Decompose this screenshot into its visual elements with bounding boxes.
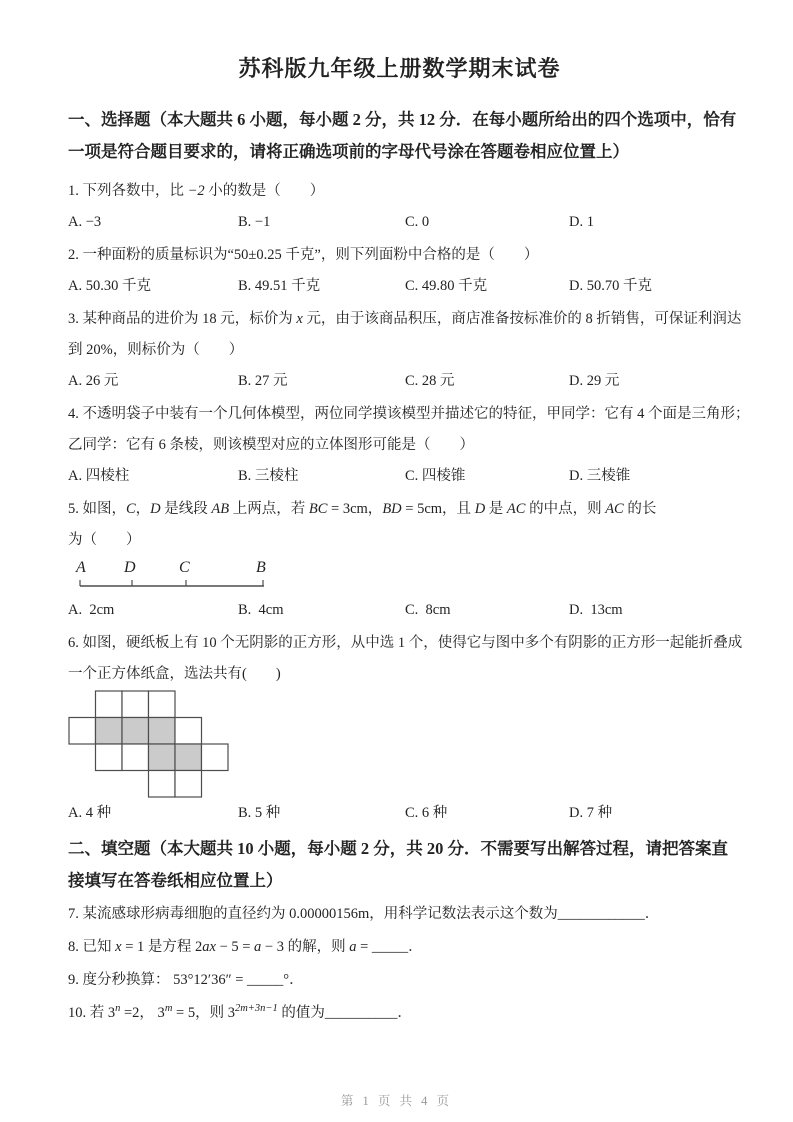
svg-text:C: C [179, 559, 190, 576]
question-9-text: 9. 度分秒换算： 53°12′36″ = _____°． [68, 972, 304, 988]
section-choice-heading-line-2: 一项是符合题目要求的，请将正确选项前的字母代号涂在答题卷相应位置上） [68, 142, 629, 161]
question-4 [68, 399, 750, 492]
question-8 [68, 932, 731, 963]
question-5 [68, 494, 731, 626]
question-1-text: 1. 下列各数中，比 −2 小的数是（ ） [68, 183, 325, 199]
svg-text:D: D [124, 559, 136, 576]
section-choice-heading-line-1: 一、选择题（本大题共 6 小题，每小题 2 分，共 12 分．在每小题所给出的四个选项中，恰有 [68, 110, 737, 129]
question-1-options [68, 207, 731, 238]
option-c: C. 8cm [405, 602, 451, 618]
question-10-text: 10. 若 $3^n =2$， $3^m = 5$，则 $3^{2m+3n-1}$ 的值为__________． [68, 1003, 412, 1021]
question-2 [68, 240, 731, 302]
option-a: A. 2cm [68, 602, 115, 618]
option-b: B. 27 元 [238, 373, 288, 389]
question-5-text-line-1: 5. 如图，C，D 是线段 AB 上两点，若 BC = 3cm，BD = 5cm，且 D 是 AC 的中点，则 AC 的长 [68, 501, 657, 517]
option-d: D. 13cm [569, 602, 623, 618]
option-b: B. 49.51 千克 [238, 278, 321, 294]
option-c: C. 四棱锥 [405, 468, 466, 484]
question-4-text-line-2: 乙同学：它有 6 条棱，则该模型对应的立体图形可能是（ ） [68, 437, 474, 453]
option-c: C. 6 种 [405, 805, 448, 821]
page-title: 苏科版九年级上册数学期末试卷 [238, 56, 561, 81]
question-7 [68, 899, 731, 930]
option-d: D. 29 元 [569, 373, 620, 389]
question-3-text-line-2: 到 20%，则标价为（ ） [68, 342, 244, 358]
question-5-options [68, 595, 731, 626]
option-a: A. 4 种 [68, 805, 112, 821]
option-b: B. 三棱柱 [238, 468, 299, 484]
question-2-text: 2. 一种面粉的质量标识为“50±0.25 千克”，则下列面粉中合格的是（ ） [68, 247, 539, 263]
section-fill-heading-line-2: 接填写在答卷纸相应位置上） [68, 871, 283, 890]
question-5-text-line-2: 为（ ） [68, 532, 141, 548]
question-6-options [68, 798, 731, 829]
option-d: D. 7 种 [569, 805, 613, 821]
question-1 [68, 176, 731, 238]
option-d: D. 50.70 千克 [569, 278, 652, 294]
question-9 [68, 965, 731, 996]
question-6-text-line-2: 一个正方体纸盒，选法共有( ) [68, 666, 281, 682]
question-4-options [68, 461, 731, 492]
option-a: A. −3 [68, 214, 102, 230]
option-d: D. 三棱锥 [569, 468, 631, 484]
option-b: B. −1 [238, 214, 271, 230]
option-a: A. 四棱柱 [68, 468, 130, 484]
svg-text:A: A [76, 559, 86, 576]
section-fill-heading [68, 833, 731, 897]
option-b: B. 4cm [238, 602, 284, 618]
option-a: A. 50.30 千克 [68, 278, 151, 294]
question-7-text: 7. 某流感球形病毒细胞的直径约为 0.00000156m，用科学记数法表示这个数为____________． [68, 906, 660, 922]
question-8-text: 8. 已知 x = 1 是方程 2ax − 5 = a − 3 的解，则 a = _____． [68, 939, 423, 955]
question-3-text-line-1: 3. 某种商品的进价为 18 元，标价为 x 元，由于该商品积压，商店准备按标准价的 8 折销售，可保证利润达 [68, 311, 742, 327]
section-fill-heading-line-1: 二、填空题（本大题共 10 小题，每小题 2 分，共 20 分．不需要写出解答过程，请把答案直 [68, 839, 728, 858]
option-d: D. 1 [569, 214, 594, 230]
cube-net-diagram [68, 690, 731, 798]
section-choice-heading [68, 104, 737, 168]
question-3 [68, 304, 742, 397]
question-3-options [68, 366, 731, 397]
option-a: A. 26 元 [68, 373, 119, 389]
question-6 [68, 628, 743, 829]
option-c: C. 28 元 [405, 373, 455, 389]
question-2-options [68, 271, 731, 302]
question-10 [68, 998, 731, 1029]
svg-text:B: B [256, 559, 266, 576]
option-b: B. 5 种 [238, 805, 281, 821]
option-c: C. 0 [405, 214, 430, 230]
question-4-text-line-1: 4. 不透明袋子中装有一个几何体模型，两位同学摸该模型并描述它的特征，甲同学：它有 4 个面是三角形； [68, 406, 750, 422]
question-6-text-line-1: 6. 如图，硬纸板上有 10 个无阴影的正方形，从中选 1 个，使得它与图中多个有阴影的正方形一起能折叠成 [68, 635, 743, 651]
page-footer: 第 1 页 共 4 页 [340, 1094, 453, 1108]
option-c: C. 49.80 千克 [405, 278, 488, 294]
segment-diagram [68, 558, 731, 591]
